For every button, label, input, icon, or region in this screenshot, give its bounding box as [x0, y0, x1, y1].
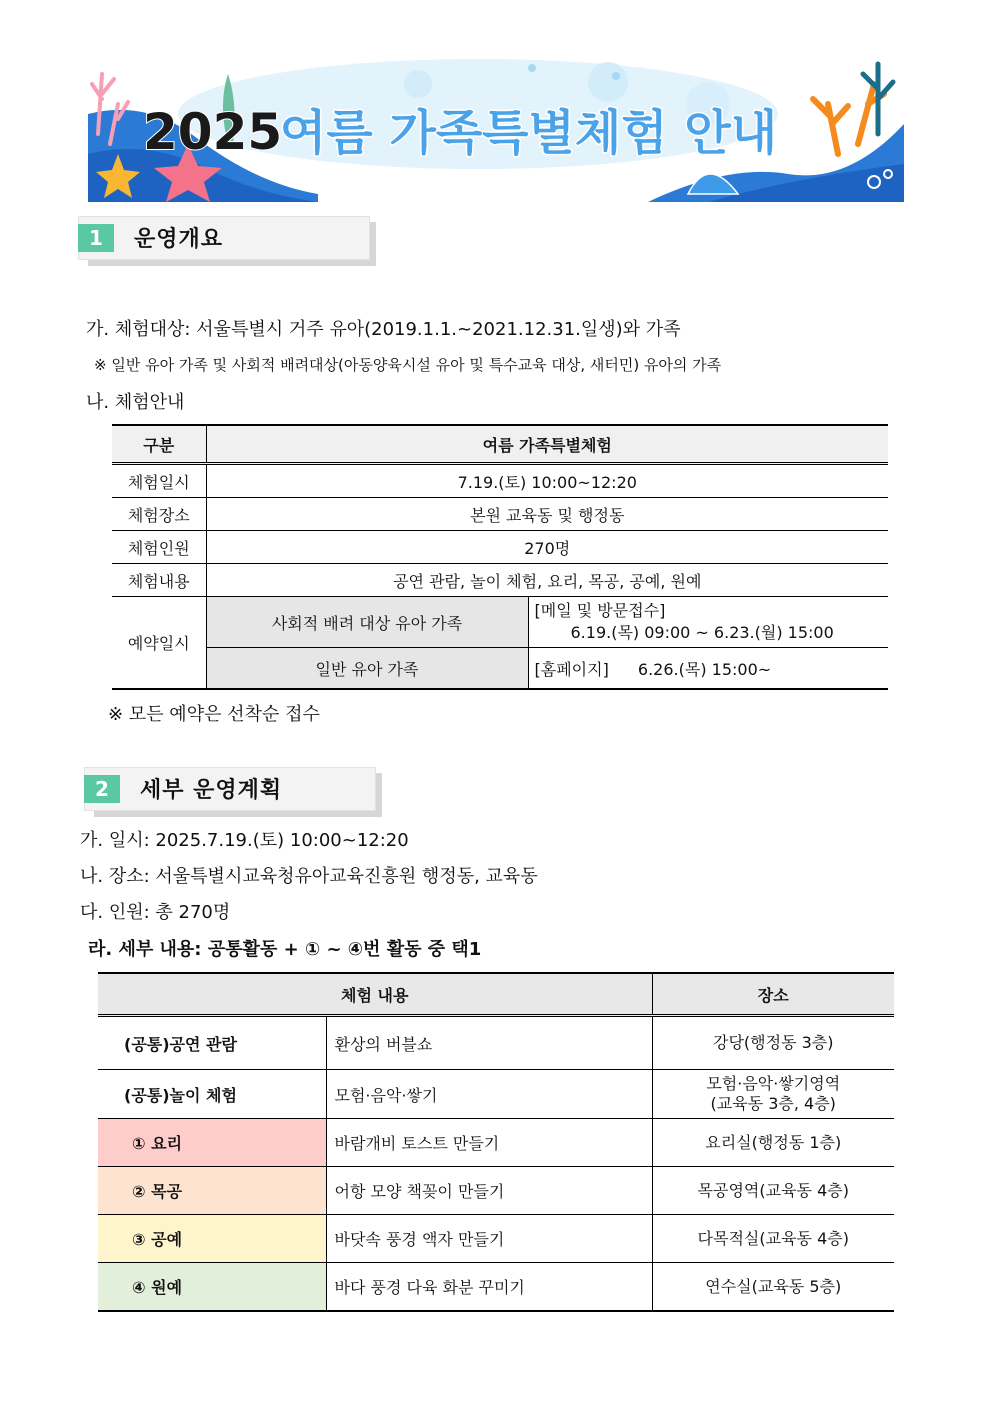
- overview-table: [112, 424, 888, 690]
- plan-date-line: 가. 일시: 2025.7.19.(토) 10:00~12:20: [80, 830, 409, 851]
- plan-detail-line: 라. 세부 내용: 공통활동 + ① ~ ④번 활동 중 택1: [88, 939, 482, 960]
- table-row: [112, 648, 888, 690]
- target-line: 가. 체험대상: 서울특별시 거주 유아(2019.1.1.~2021.12.31.일생)와 가족: [86, 319, 681, 340]
- table-note: ※ 모든 예약은 선착순 접수: [108, 704, 320, 725]
- activity-place: 요리실(행정동 1층): [652, 1119, 894, 1167]
- activity-content: 바다 풍경 다육 화분 꾸미기: [326, 1263, 652, 1312]
- general-group: 일반 유아 가족: [206, 648, 528, 690]
- activity-content: 바닷속 풍경 액자 만들기: [326, 1215, 652, 1263]
- section1-header: [78, 216, 370, 260]
- social-period: 6.19.(목) 09:00 ~ 6.23.(월) 15:00: [570, 623, 834, 642]
- activity-place: 다목적실(교육동 4층): [652, 1215, 894, 1263]
- col-header-program: 여름 가족특별체험: [206, 425, 888, 464]
- social-method: [메일 및 방문접수]: [534, 601, 666, 620]
- activity-content: 바람개비 토스트 만들기: [326, 1119, 652, 1167]
- activity-name: (공통)공연 관람: [98, 1016, 326, 1070]
- activity-name: ④ 원예: [98, 1263, 326, 1312]
- activity-place-line2: (교육동 3층, 4층): [710, 1094, 836, 1113]
- table-row: [98, 1070, 894, 1119]
- guide-line: 나. 체험안내: [86, 392, 185, 413]
- section2-header: [84, 767, 376, 811]
- section1-number: 1: [78, 224, 114, 252]
- col-header-content: 체험 내용: [98, 973, 652, 1016]
- activity-content: 환상의 버블쇼: [326, 1016, 652, 1070]
- section2-number: 2: [84, 775, 120, 803]
- general-schedule: [528, 648, 888, 690]
- row-label: 체험인원: [112, 531, 206, 564]
- activity-name: ③ 공예: [98, 1215, 326, 1263]
- table-row: [98, 1263, 894, 1312]
- table-row: [112, 498, 888, 531]
- activity-place: 강당(행정동 3층): [652, 1016, 894, 1070]
- col-header-place: 장소: [652, 973, 894, 1016]
- table-row: [98, 1016, 894, 1070]
- section2-title: 세부 운영계획: [140, 778, 283, 803]
- table-row: [112, 597, 888, 648]
- activity-place: [652, 1070, 894, 1119]
- social-group: 사회적 배려 대상 유아 가족: [206, 597, 528, 648]
- banner-year: 2025: [143, 103, 283, 161]
- general-period: 6.26.(목) 15:00~: [637, 659, 772, 679]
- activity-place: 연수실(교육동 5층): [652, 1263, 894, 1312]
- activity-place-line1: 모험·음악·쌓기영역: [706, 1074, 841, 1093]
- col-header-category: 구분: [112, 425, 206, 464]
- general-method: [홈페이지]: [534, 659, 609, 679]
- activity-content: 모험·음악·쌓기: [326, 1070, 652, 1119]
- banner: [88, 44, 904, 202]
- activity-name: ② 목공: [98, 1167, 326, 1215]
- activity-place: 목공영역(교육동 4층): [652, 1167, 894, 1215]
- table-row: [112, 464, 888, 498]
- plan-place-line: 나. 장소: 서울특별시교육청유아교육진흥원 행정동, 교육동: [80, 866, 538, 887]
- table-row: [98, 1119, 894, 1167]
- row-value: 본원 교육동 및 행정동: [206, 498, 888, 531]
- row-value: 7.19.(토) 10:00~12:20: [206, 464, 888, 498]
- table-row: [112, 564, 888, 597]
- table-row: [98, 1167, 894, 1215]
- activity-table: [98, 972, 894, 1312]
- plan-people-line: 다. 인원: 총 270명: [80, 902, 231, 923]
- banner-title: 여름 가족특별체험 안내: [280, 105, 778, 161]
- reservation-label: 예약일시: [112, 597, 206, 690]
- row-label: 체험일시: [112, 464, 206, 498]
- activity-name: (공통)놀이 체험: [98, 1070, 326, 1119]
- row-value: 공연 관람, 놀이 체험, 요리, 목공, 공예, 원예: [206, 564, 888, 597]
- target-note: ※ 일반 유아 가족 및 사회적 배려대상(아동양육시설 유아 및 특수교육 대상, 새터민) 유아의 가족: [94, 356, 722, 374]
- row-label: 체험장소: [112, 498, 206, 531]
- table-row: [98, 1215, 894, 1263]
- social-schedule: [528, 597, 888, 648]
- section1-title: 운영개요: [134, 227, 224, 252]
- activity-content: 어항 모양 책꽂이 만들기: [326, 1167, 652, 1215]
- row-label: 체험내용: [112, 564, 206, 597]
- activity-name: ① 요리: [98, 1119, 326, 1167]
- table-row: [112, 531, 888, 564]
- row-value: 270명: [206, 531, 888, 564]
